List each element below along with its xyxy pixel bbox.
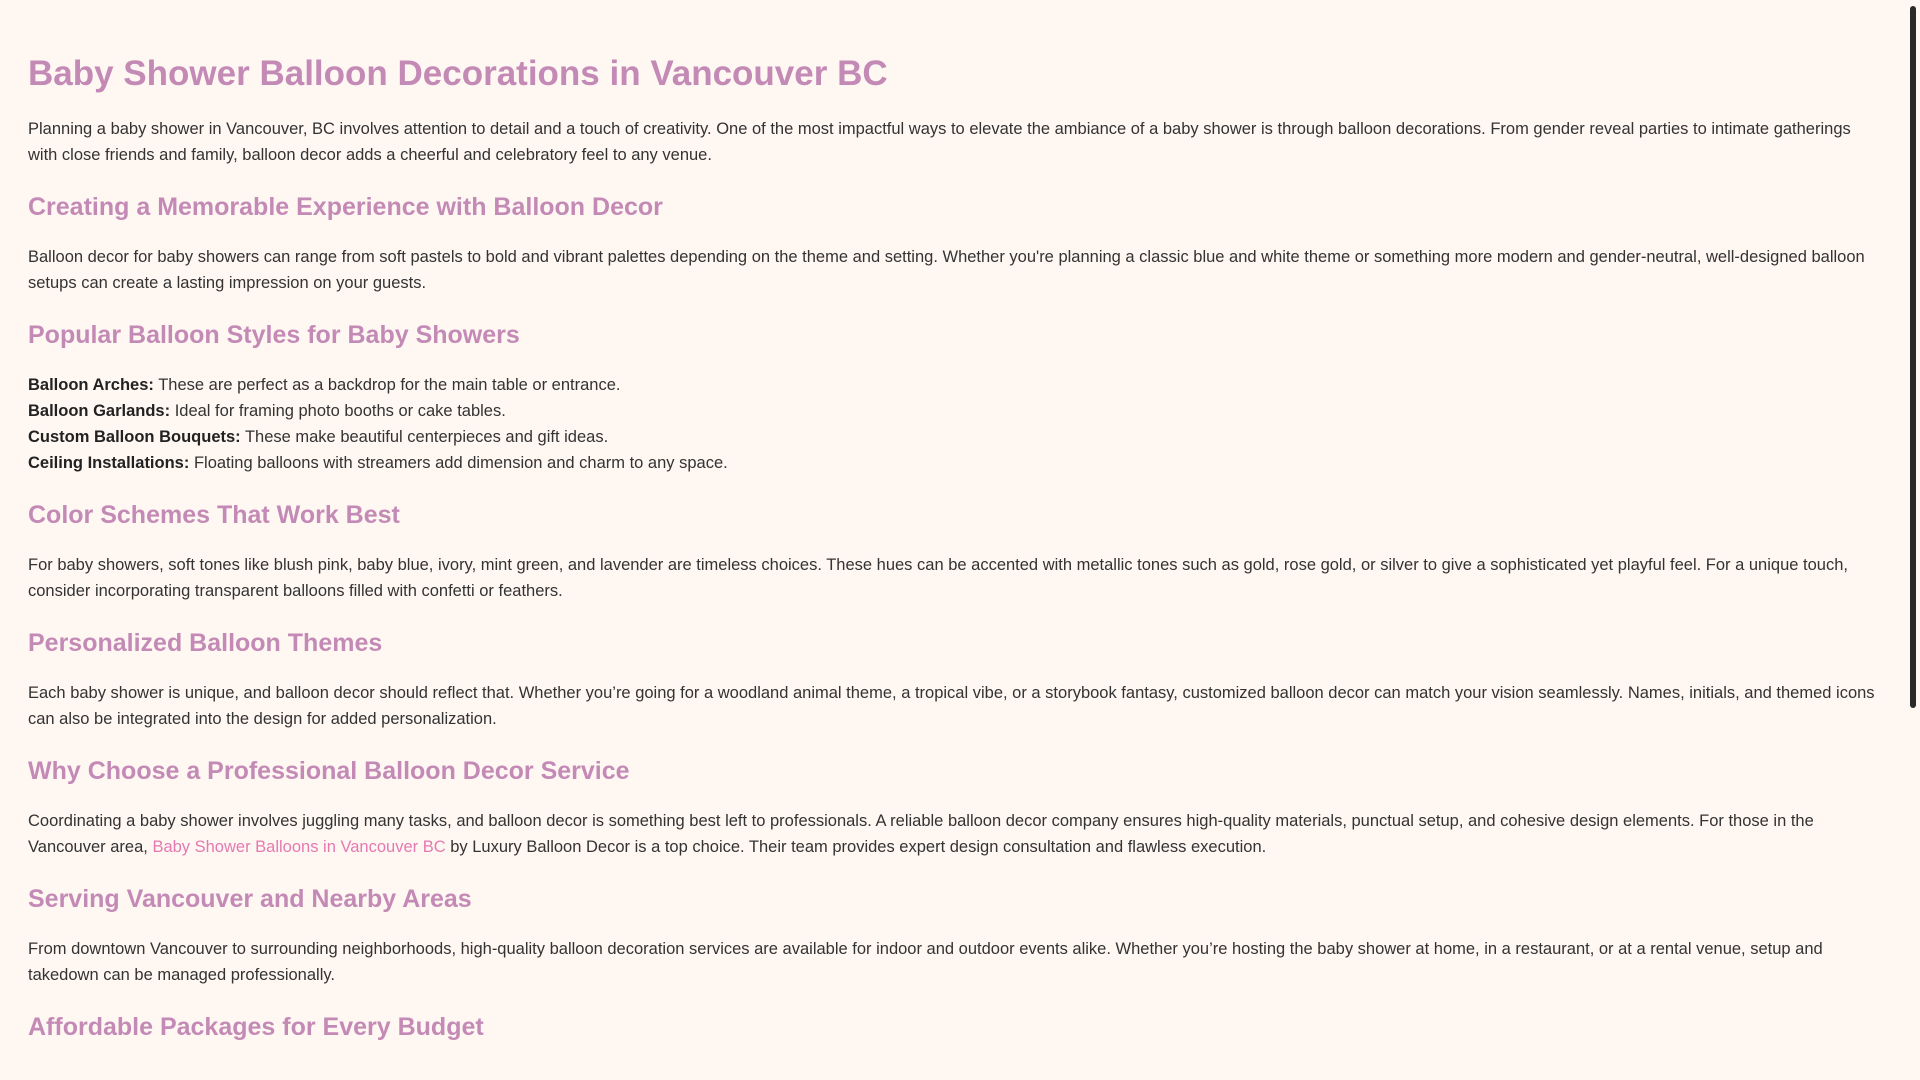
section-heading: Affordable Packages for Every Budget: [28, 1013, 484, 1041]
section-paragraph: From downtown Vancouver to surrounding neighborhoods, high-quality balloon decoration services are available for indoor and outdoor events alike. Whether you’re hosting the baby shower at home, in a restaurant, or at a rental venue, setup and takedown can be managed professionally.: [28, 940, 1823, 984]
list-item-text: Ideal for framing photo booths or cake tables.: [170, 402, 506, 420]
baby-shower-balloons-link[interactable]: Baby Shower Balloons in Vancouver BC: [152, 838, 446, 856]
list-item-label: Balloon Garlands:: [28, 402, 171, 420]
list-item: [28, 450, 1884, 476]
scrollbar-thumb[interactable]: [1910, 6, 1916, 708]
section-heading: Serving Vancouver and Nearby Areas: [28, 885, 472, 913]
intro-paragraph: Planning a baby shower in Vancouver, BC involves attention to detail and a touch of creativity. One of the most impactful ways to elevate the ambiance of a baby shower is through balloon decorations. From gender reveal parties to intimate gatherings with close friends and family, balloon decor adds a cheerful and celebratory feel to any venue.: [28, 120, 1851, 164]
section-heading: Popular Balloon Styles for Baby Showers: [28, 321, 520, 349]
section-paragraph: For baby showers, soft tones like blush pink, baby blue, ivory, mint green, and lavender are timeless choices. These hues can be accented with metallic tones such as gold, rose gold, or silver to give a sophisticated yet playful feel. For a unique touch, consider incorporating transparent balloons filled with confetti or feathers.: [28, 556, 1848, 600]
section-serving-vancouver: [28, 882, 1884, 988]
section-memorable-experience: [28, 190, 1884, 296]
list-item-text: These make beautiful centerpieces and gift ideas.: [240, 428, 609, 446]
list-item-text: These are perfect as a backdrop for the main table or entrance.: [153, 376, 621, 394]
article: [28, 0, 1884, 1080]
section-heading: Creating a Memorable Experience with Balloon Decor: [28, 193, 663, 221]
section-paragraph: Each baby shower is unique, and balloon decor should reflect that. Whether you’re going for a woodland animal theme, a tropical vibe, or a storybook fantasy, customized balloon decor can match your vision seamlessly. Names, initials, and themed icons can also be integrated into the design for added personalization.: [28, 684, 1875, 728]
section-professional-service: [28, 754, 1884, 860]
section-heading: Color Schemes That Work Best: [28, 501, 400, 529]
section-paragraph: [28, 808, 1884, 860]
paragraph-text-before-link: Coordinating a baby shower involves juggling many tasks, and balloon decor is something best left to professionals. A reliable balloon decor company ensures high-quality materials, punctual setup, and cohesive design elements. For those in the Vancouver area,: [28, 812, 1814, 856]
list-item: [28, 424, 1884, 450]
paragraph-text-after-link: by Luxury Balloon Decor is a top choice. Their team provides expert design consultation and flawless execution.: [445, 838, 1267, 856]
section-popular-styles: [28, 318, 1884, 476]
section-affordable-packages: [28, 1010, 1884, 1044]
vertical-scrollbar[interactable]: [1906, 0, 1920, 1080]
section-personalized-themes: [28, 626, 1884, 732]
section-color-schemes: [28, 498, 1884, 604]
list-item-label: Custom Balloon Bouquets:: [28, 428, 241, 446]
list-item-label: Ceiling Installations:: [28, 454, 190, 472]
page-title: Baby Shower Balloon Decorations in Vancouver BC: [28, 54, 888, 93]
section-heading: Personalized Balloon Themes: [28, 629, 383, 657]
section-paragraph: Balloon decor for baby showers can range from soft pastels to bold and vibrant palettes depending on the theme and setting. Whether you're planning a classic blue and white theme or something more modern and gender-neutral, well-designed balloon setups can create a lasting impression on your guests.: [28, 248, 1865, 292]
list-item: [28, 398, 1884, 424]
section-heading: Why Choose a Professional Balloon Decor Service: [28, 757, 630, 785]
list-item: [28, 372, 1884, 398]
list-item-label: Balloon Arches:: [28, 376, 154, 394]
list-item-text: Floating balloons with streamers add dimension and charm to any space.: [189, 454, 728, 472]
styles-list: [28, 372, 1884, 476]
